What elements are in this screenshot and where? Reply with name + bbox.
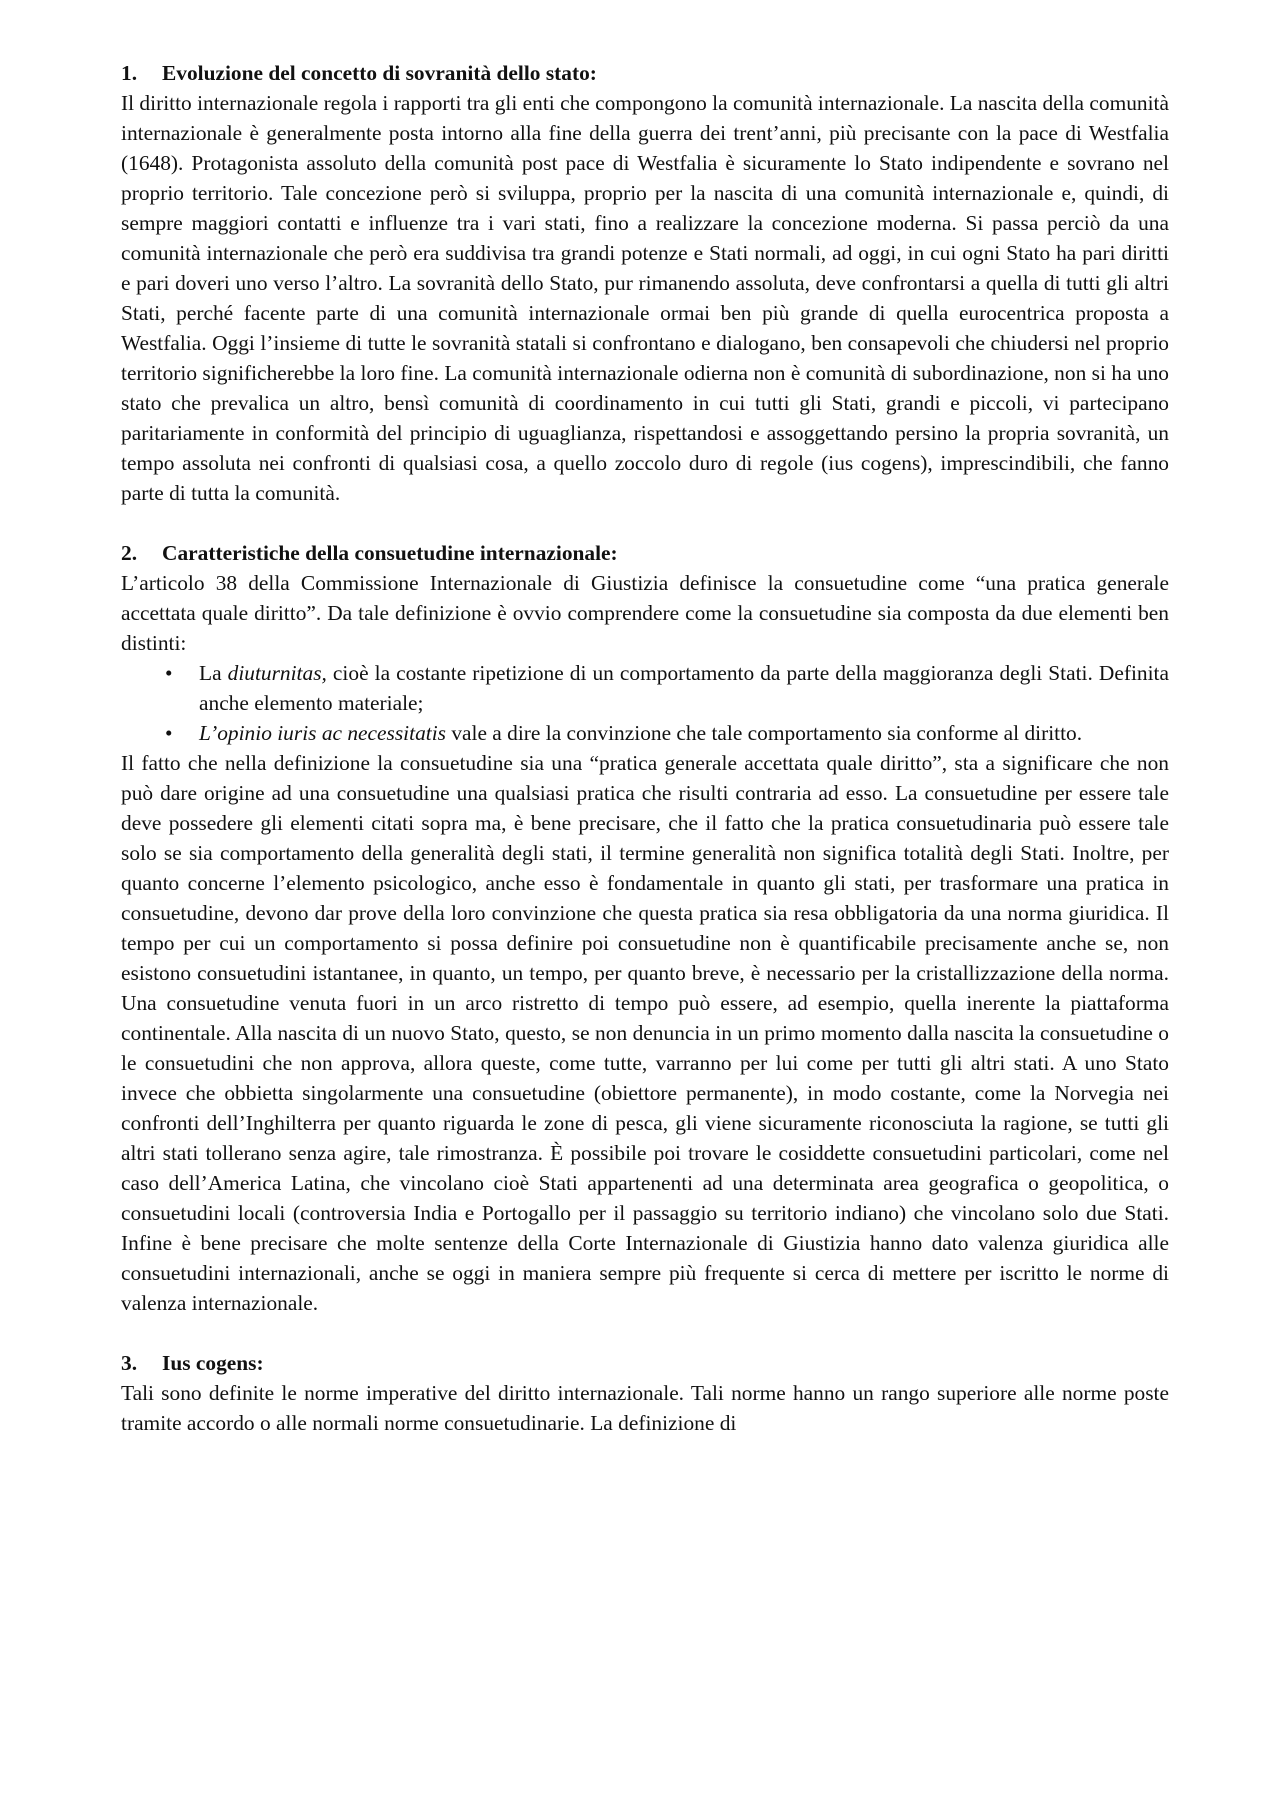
bullet-italic-term: diuturnitas, (227, 661, 327, 685)
section-sovranita (121, 58, 1169, 508)
section-number: 2. (121, 541, 138, 565)
section-number: 3. (121, 1351, 138, 1375)
bullet-item-diuturnitas (121, 658, 1169, 718)
section-title: Evoluzione del concetto di sovranità dello stato: (162, 61, 597, 85)
bullet-icon: • (165, 661, 173, 685)
section-ius-cogens (121, 1348, 1169, 1438)
bullet-icon: • (165, 721, 173, 745)
section-heading (121, 1348, 1169, 1378)
document-page (121, 58, 1169, 1438)
bullet-italic-term: L’opinio iuris ac necessitatis (199, 721, 446, 745)
section-title: Ius cogens: (162, 1351, 264, 1375)
bullet-rest: cioè la costante ripetizione di un comportamento da parte della maggioranza degli Stati. Definita anche elemento materiale; (199, 661, 1169, 715)
section-paragraph: Tali sono definite le norme imperative del diritto internazionale. Tali norme hanno un rango superiore alle norme poste tramite accordo o alle normali norme consuetudinarie. La definizione di (121, 1381, 1169, 1435)
bullet-list (121, 658, 1169, 748)
section-heading (121, 58, 1169, 88)
section-number: 1. (121, 61, 138, 85)
bullet-item-opinio-iuris (121, 718, 1169, 748)
section-body: Il fatto che nella definizione la consuetudine sia una “pratica generale accettata quale diritto”, sta a significare che non può dare origine ad una consuetudine una qualsiasi pratica che risulti contraria ad esso. La consuetudine per essere tale deve possedere gli elementi citati sopra ma, è bene precisare, che il fatto che la pratica consuetudinaria può essere tale solo se sia comportamento della generalità degli stati, il termine generalità non significa totalità degli Stati. Inoltre, per quanto concerne l’elemento psicologico, anche esso è fondamentale in quanto gli stati, per trasformare una pratica in consuetudine, devono dar prove della loro convinzione che questa pratica sia resa obbligatoria da una norma giuridica. Il tempo per cui un comportamento si possa definire poi consuetudine non è quantificabile precisamente anche se, non esistono consuetudini istantanee, in quanto, un tempo, per quanto breve, è necessario per la cristallizzazione della norma. Una consuetudine venuta fuori in un arco ristretto di tempo può essere, ad esempio, quella inerente la piattaforma continentale. Alla nascita di un nuovo Stato, questo, se non denuncia in un primo momento dalla nascita la consuetudine o le consuetudini che non approva, allora queste, come tutte, varranno per lui come per tutti gli altri stati. A uno Stato invece che obbietta singolarmente una consuetudine (obiettore permanente), in modo costante, come la Norvegia nei confronti dell’Inghilterra per quanto riguarda le zone di pesca, gli viene sicuramente riconosciuta la ragione, se tutti gli altri stati tollerano senza agire, tale rimostranza. È possibile poi trovare le cosiddette consuetudini particolari, come nel caso dell’America Latina, che vincolano cioè Stati appartenenti ad una determinata area geografica o geopolitica, o consuetudini locali (controversia India e Portogallo per il passaggio su territorio indiano) che vincolano solo due Stati. Infine è bene precisare che molte sentenze della Corte Internazionale di Giustizia hanno dato valenza giuridica alle consuetudini internazionali, anche se oggi in maniera sempre più frequente si cerca di mettere per iscritto le norme di valenza internazionale. (121, 751, 1169, 1315)
section-intro: L’articolo 38 della Commissione Internazionale di Giustizia definisce la consuetudine come “una pratica generale accettata quale diritto”. Da tale definizione è ovvio comprendere come la consuetudine sia composta da due elementi ben distinti: (121, 571, 1169, 655)
bullet-prefix: La (199, 661, 228, 685)
section-consuetudine (121, 538, 1169, 1318)
bullet-rest: vale a dire la convinzione che tale comportamento sia conforme al diritto. (445, 721, 1083, 745)
section-heading (121, 538, 1169, 568)
section-paragraph: Il diritto internazionale regola i rapporti tra gli enti che compongono la comunità internazionale. La nascita della comunità internazionale è generalmente posta intorno alla fine della guerra dei trent’anni, più precisante con la pace di Westfalia (1648). Protagonista assoluto della comunità post pace di Westfalia è sicuramente lo Stato indipendente e sovrano nel proprio territorio. Tale concezione però si sviluppa, proprio per la nascita di una comunità internazionale e, quindi, di sempre maggiori contatti e influenze tra i vari stati, fino a realizzare la concezione moderna. Si passa perciò da una comunità internazionale che però era suddivisa tra grandi potenze e Stati normali, ad oggi, in cui ogni Stato ha pari diritti e pari doveri uno verso l’altro. La sovranità dello Stato, pur rimanendo assoluta, deve confrontarsi a quella di tutti gli altri Stati, perché facente parte di una comunità internazionale ormai ben più grande di quella eurocentrica proposta a Westfalia. Oggi l’insieme di tutte le sovranità statali si confrontano e dialogano, ben consapevoli che chiudersi nel proprio territorio significherebbe la loro fine. La comunità internazionale odierna non è comunità di subordinazione, non si ha uno stato che prevalica un altro, bensì comunità di coordinamento in cui tutti gli Stati, grandi e piccoli, vi partecipano paritariamente in conformità del principio di uguaglianza, rispettandosi e assoggettando persino la propria sovranità, un tempo assoluta nei confronti di qualsiasi cosa, a quello zoccolo duro di regole (ius cogens), imprescindibili, che fanno parte di tutta la comunità. (121, 91, 1169, 505)
section-title: Caratteristiche della consuetudine internazionale: (162, 541, 618, 565)
